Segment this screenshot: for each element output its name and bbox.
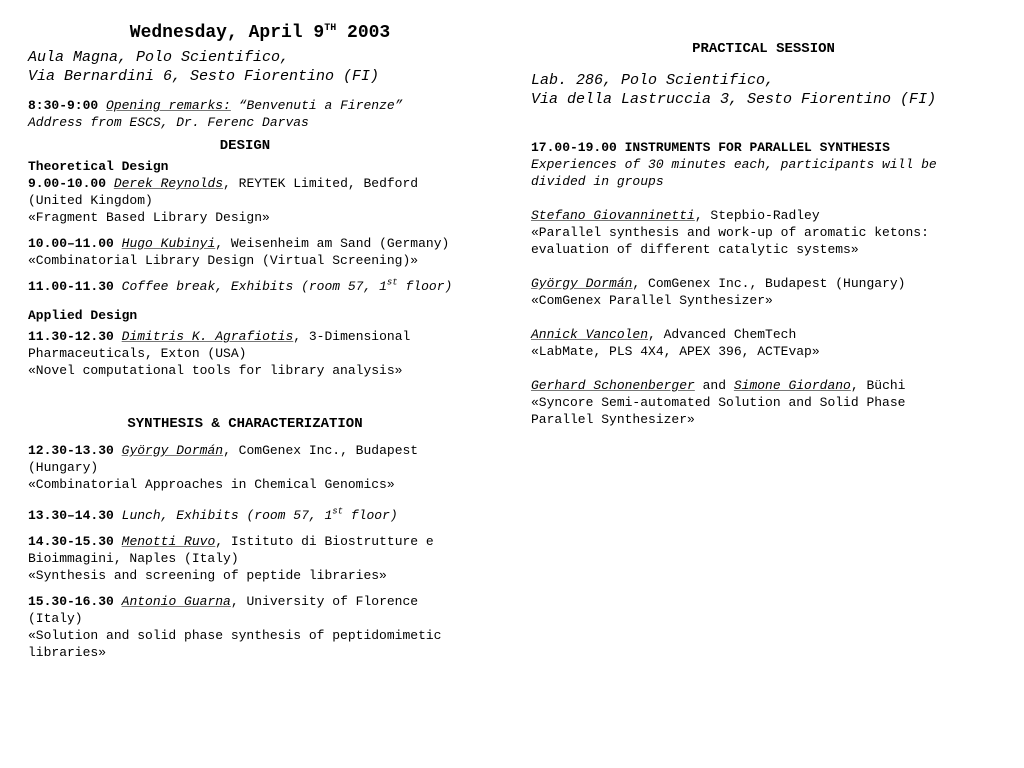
date-main: Wednesday, April 9 xyxy=(129,23,325,43)
coffee-sup: st xyxy=(386,277,398,288)
speaker-affiliation-cont: (Hungary) xyxy=(28,460,99,475)
practical-item xyxy=(531,377,1001,428)
coffee-time: 11.00-11.30 xyxy=(28,279,114,294)
and-text: and xyxy=(694,378,734,393)
practical-title-cont: Parallel Synthesizer» xyxy=(531,412,695,427)
coffee-tail: floor) xyxy=(397,279,453,294)
speaker-affiliation: , ComGenex Inc., Budapest (Hungary) xyxy=(632,276,906,291)
speaker-link[interactable]: Hugo Kubinyi xyxy=(121,236,216,251)
venue-line-1: Aula Magna, Polo Scientifico, xyxy=(28,49,290,66)
opening-address: Address from ESCS, Dr. Ferenc Darvas xyxy=(28,115,309,130)
practical-item xyxy=(531,275,1001,309)
venue xyxy=(28,48,498,86)
talk-time: 15.30-16.30 xyxy=(28,594,114,609)
instruments-item xyxy=(531,139,1001,190)
speaker-link-2[interactable]: Simone Giordano xyxy=(733,378,851,393)
lab-venue-line-2: Via della Lastruccia 3, Sesto Fiorentino (FI) xyxy=(531,91,937,108)
speaker-link[interactable]: Stefano Giovanninetti xyxy=(531,208,695,223)
speaker-affiliation-cont: (Italy) xyxy=(28,611,83,626)
talk-title: «Solution and solid phase synthesis of peptidomimetic xyxy=(28,628,442,643)
practical-title: «LabMate, PLS 4X4, APEX 396, ACTEvap» xyxy=(531,344,820,359)
talk-item xyxy=(28,533,498,584)
speaker-affiliation-cont: (United Kingdom) xyxy=(28,193,153,208)
talk-time: 10.00–11.00 xyxy=(28,236,114,251)
lab-venue-line-1: Lab. 286, Polo Scientifico, xyxy=(531,72,775,89)
speaker-affiliation: , Büchi xyxy=(850,378,906,393)
speaker-affiliation: , REYTEK Limited, Bedford xyxy=(223,176,419,191)
opening-title: “Benvenuti a Firenze” xyxy=(238,98,403,113)
practical-title: «ComGenex Parallel Synthesizer» xyxy=(531,293,773,308)
speaker-affiliation: , Istituto di Biostrutture e xyxy=(215,534,434,549)
opening-time: 8:30-9:00 xyxy=(28,98,99,113)
speaker-link[interactable]: György Dormán xyxy=(121,443,224,458)
talk-time: 11.30-12.30 xyxy=(28,329,114,344)
speaker-link[interactable]: Menotti Ruvo xyxy=(121,534,216,549)
speaker-link[interactable]: Dimitris K. Agrafiotis xyxy=(121,329,294,344)
synthesis-heading: SYNTHESIS & CHARACTERIZATION xyxy=(127,416,363,432)
talk-title: «Synthesis and screening of peptide libraries» xyxy=(28,568,387,583)
speaker-affiliation: , Advanced ChemTech xyxy=(648,327,797,342)
date-sup: TH xyxy=(324,23,337,34)
speaker-affiliation: , 3-Dimensional xyxy=(293,329,411,344)
talk-title-cont: libraries» xyxy=(28,645,107,660)
page-date-heading xyxy=(0,22,520,44)
speaker-affiliation: , ComGenex Inc., Budapest xyxy=(223,443,419,458)
speaker-affiliation-cont: Bioimmagini, Naples (Italy) xyxy=(28,551,239,566)
right-column xyxy=(531,0,1001,428)
applied-design-heading: Applied Design xyxy=(28,308,138,323)
talk-time: 14.30-15.30 xyxy=(28,534,114,549)
instruments-desc: Experiences of 30 minutes each, participants will be xyxy=(531,157,937,172)
instruments-desc-cont: divided in groups xyxy=(531,174,664,189)
lunch-tail: floor) xyxy=(343,508,398,523)
talk-title: «Novel computational tools for library analysis» xyxy=(28,363,403,378)
lunch-sup: st xyxy=(332,506,344,517)
talk-time: 12.30-13.30 xyxy=(28,443,114,458)
talk-item xyxy=(28,235,498,269)
instruments-title: INSTRUMENTS FOR PARALLEL SYNTHESIS xyxy=(616,140,890,155)
talk-time: 9.00-10.00 xyxy=(28,176,107,191)
opening-item xyxy=(28,97,498,131)
speaker-affiliation: , University of Florence xyxy=(230,594,419,609)
talk-title: «Combinatorial Approaches in Chemical Genomics» xyxy=(28,477,395,492)
lunch-time: 13.30–14.30 xyxy=(28,508,114,523)
talk-title: «Combinatorial Library Design (Virtual Screening)» xyxy=(28,253,419,268)
practical-title-cont: evaluation of different catalytic systems» xyxy=(531,242,859,257)
speaker-link[interactable]: Annick Vancolen xyxy=(531,327,649,342)
instruments-time: 17.00-19.00 xyxy=(531,140,617,155)
left-column xyxy=(28,0,498,661)
practical-title: «Syncore Semi-automated Solution and Solid Phase xyxy=(531,395,906,410)
coffee-text: Coffee break, Exhibits (room 57, 1 xyxy=(121,279,387,294)
speaker-link[interactable]: Antonio Guarna xyxy=(121,594,231,609)
practical-session-heading: PRACTICAL SESSION xyxy=(692,41,835,57)
talk-item xyxy=(28,442,498,493)
opening-label: Opening remarks: xyxy=(106,98,231,113)
talk-title: «Fragment Based Library Design» xyxy=(28,210,270,225)
practical-item xyxy=(531,207,1001,258)
speaker-link[interactable]: Derek Reynolds xyxy=(113,176,224,191)
speaker-affiliation-cont: Pharmaceuticals, Exton (USA) xyxy=(28,346,247,361)
speaker-affiliation: , Weisenheim am Sand (Germany) xyxy=(215,236,450,251)
lab-venue xyxy=(531,71,1001,109)
design-heading: DESIGN xyxy=(219,138,271,154)
practical-title: «Parallel synthesis and work-up of aromatic ketons: xyxy=(531,225,929,240)
speaker-affiliation: , Stepbio-Radley xyxy=(694,208,820,223)
practical-item xyxy=(531,326,1001,360)
speaker-link[interactable]: Gerhard Schonenberger xyxy=(531,378,695,393)
lunch-item xyxy=(28,507,498,524)
lunch-text: Lunch, Exhibits (room 57, 1 xyxy=(121,508,333,523)
theoretical-design-heading: Theoretical Design xyxy=(28,159,169,174)
talk-item xyxy=(28,328,498,379)
coffee-break-item xyxy=(28,278,498,295)
venue-line-2: Via Bernardini 6, Sesto Fiorentino (FI) xyxy=(28,68,380,85)
talk-item xyxy=(28,593,498,661)
talk-item xyxy=(28,175,498,226)
speaker-link[interactable]: György Dormán xyxy=(531,276,633,291)
date-year: 2003 xyxy=(336,23,391,43)
